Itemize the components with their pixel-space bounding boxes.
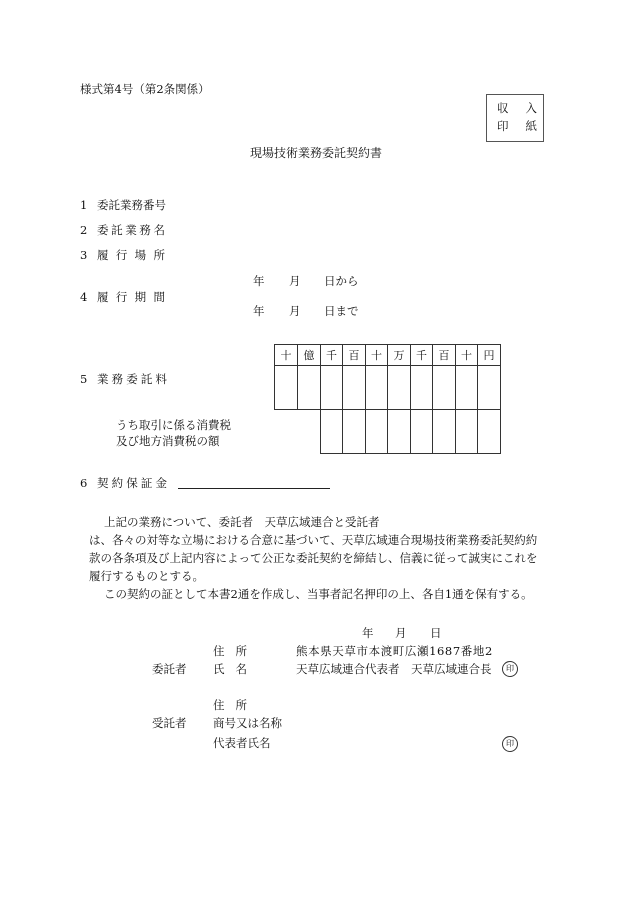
item2-number: 2 — [80, 223, 88, 237]
item5-label — [97, 372, 167, 386]
fee-digit-cell[interactable] — [366, 366, 388, 410]
tax-digit-cell[interactable] — [366, 410, 388, 454]
body-para2: この契約の証として本書2通を作成し、当事者記名押印の上、各自1通を保有する。 — [104, 587, 533, 601]
fee-digit-cell[interactable] — [321, 366, 343, 410]
tax-digit-cell[interactable] — [343, 410, 366, 454]
label-char: 氏 — [213, 662, 225, 676]
digit-label: 百 — [433, 345, 456, 366]
label-char: 行 — [115, 290, 128, 304]
item6-number: 6 — [80, 476, 88, 490]
digit-label: 千 — [321, 345, 343, 366]
tax-digit-cell[interactable] — [321, 410, 343, 454]
tax-digit-cell[interactable] — [433, 410, 456, 454]
digit-label: 千 — [411, 345, 433, 366]
label-char: 住 — [213, 698, 225, 712]
label-char: 契 — [97, 476, 109, 490]
label-char: 委 — [126, 372, 138, 386]
period-to-year: 年 — [253, 304, 265, 318]
revenue-stamp-box — [486, 94, 544, 142]
item1-number: 1 — [80, 198, 88, 212]
digit-label: 百 — [343, 345, 366, 366]
seal-mark-icon: 印 — [502, 736, 518, 752]
period-to-month: 月 — [289, 304, 301, 318]
consignor-address: 熊本県天草市本渡町広瀬1687番地2 — [296, 644, 493, 658]
label-char: 証 — [140, 476, 153, 490]
item6-label — [97, 476, 167, 490]
contractor-address-label — [213, 698, 247, 712]
fee-amount-row — [275, 366, 501, 410]
fee-digit-cell[interactable] — [275, 366, 298, 410]
item3-number: 3 — [80, 248, 88, 262]
digit-label: 万 — [388, 345, 411, 366]
sign-date-month: 月 — [395, 626, 407, 640]
period-to-day: 日まで — [324, 304, 359, 318]
contractor-rep-label: 代表者氏名 — [213, 736, 271, 750]
digit-label: 十 — [456, 345, 478, 366]
label-char: 場 — [134, 248, 147, 262]
tax-label-line1: うち取引に係る消費税 — [116, 418, 231, 432]
contractor-company-label: 商号又は名称 — [213, 716, 282, 730]
body-para1-line1: 上記の業務について、委託者 天草広域連合と受託者 — [104, 515, 380, 529]
period-from-month: 月 — [289, 274, 301, 288]
stamp-line-2 — [497, 119, 537, 133]
tax-label-line2: 及び地方消費税の額 — [116, 434, 220, 448]
fee-digit-cell[interactable] — [478, 366, 501, 410]
page-title: 現場技術業務委託契約書 — [250, 146, 383, 160]
label-char: 名 — [153, 223, 165, 237]
stamp-char: 収 — [497, 101, 509, 115]
consignor-name: 天草広域連合代表者 天草広域連合長 — [296, 662, 492, 676]
label-char: 金 — [155, 476, 167, 490]
item4-number: 4 — [80, 290, 88, 304]
label-char: 期 — [134, 290, 147, 304]
label-char: 間 — [153, 290, 165, 304]
label-char: 所 — [153, 248, 165, 262]
item4-label — [97, 290, 165, 304]
tax-amount-row — [275, 410, 501, 454]
fee-digit-cell[interactable] — [433, 366, 456, 410]
stamp-char: 印 — [497, 119, 509, 133]
fee-digit-cell[interactable] — [388, 366, 411, 410]
consignor-role: 委託者 — [152, 662, 187, 676]
digit-label: 億 — [298, 345, 321, 366]
label-char: 名 — [235, 662, 247, 676]
sign-date-year: 年 — [362, 626, 374, 640]
period-from-year: 年 — [253, 274, 265, 288]
label-char: 業 — [125, 223, 137, 237]
digit-header-row — [275, 345, 501, 366]
label-char: 所 — [235, 698, 247, 712]
fee-digit-cell[interactable] — [343, 366, 366, 410]
label-char: 務 — [111, 372, 124, 386]
blank-cell — [298, 410, 321, 454]
sign-date-day: 日 — [430, 626, 442, 640]
form-number: 様式第4号（第2条関係） — [80, 82, 210, 96]
consignor-name-label — [213, 662, 247, 676]
blank-cell — [275, 410, 298, 454]
label-char: 務 — [139, 223, 151, 237]
item2-label — [97, 223, 165, 237]
label-char: 所 — [235, 644, 247, 658]
label-char: 託 — [111, 223, 123, 237]
item3-label — [97, 248, 165, 262]
item5-number: 5 — [80, 372, 88, 386]
tax-digit-cell[interactable] — [411, 410, 433, 454]
label-char: 履 — [97, 248, 109, 262]
body-para1-line2: は、各々の対等な立場における合意に基づいて、天草広域連合現場技術業務委託契約約 — [89, 533, 538, 547]
fee-digit-cell[interactable] — [411, 366, 433, 410]
label-char: 住 — [213, 644, 225, 658]
label-char: 保 — [126, 476, 138, 490]
label-char: 委 — [97, 223, 109, 237]
tax-digit-cell[interactable] — [456, 410, 478, 454]
item1-label: 委託業務番号 — [97, 198, 166, 212]
contractor-role: 受託者 — [152, 716, 187, 730]
label-char: 約 — [111, 476, 124, 490]
guarantee-amount-line[interactable] — [178, 488, 330, 489]
digit-label: 十 — [275, 345, 298, 366]
label-char: 履 — [97, 290, 109, 304]
body-para1-line3: 款の各条項及び上記内容によって公正な委託契約を締結し、信義に従って誠実にこれを — [89, 551, 538, 565]
digit-label: 円 — [478, 345, 501, 366]
fee-digit-cell[interactable] — [456, 366, 478, 410]
label-char: 料 — [155, 372, 167, 386]
fee-amount-grid — [274, 344, 501, 454]
stamp-char: 入 — [525, 101, 537, 115]
consignor-address-label — [213, 644, 247, 658]
label-char: 託 — [140, 372, 153, 386]
seal-mark-icon: 印 — [502, 661, 518, 677]
body-para1-line4: 履行するものとする。 — [89, 569, 204, 583]
label-char: 行 — [115, 248, 128, 262]
digit-label: 十 — [366, 345, 388, 366]
stamp-char: 紙 — [525, 119, 537, 133]
period-from-day: 日から — [324, 274, 359, 288]
tax-digit-cell[interactable] — [388, 410, 411, 454]
label-char: 業 — [97, 372, 109, 386]
fee-digit-cell[interactable] — [298, 366, 321, 410]
tax-digit-cell[interactable] — [478, 410, 501, 454]
stamp-line-1 — [497, 101, 537, 115]
